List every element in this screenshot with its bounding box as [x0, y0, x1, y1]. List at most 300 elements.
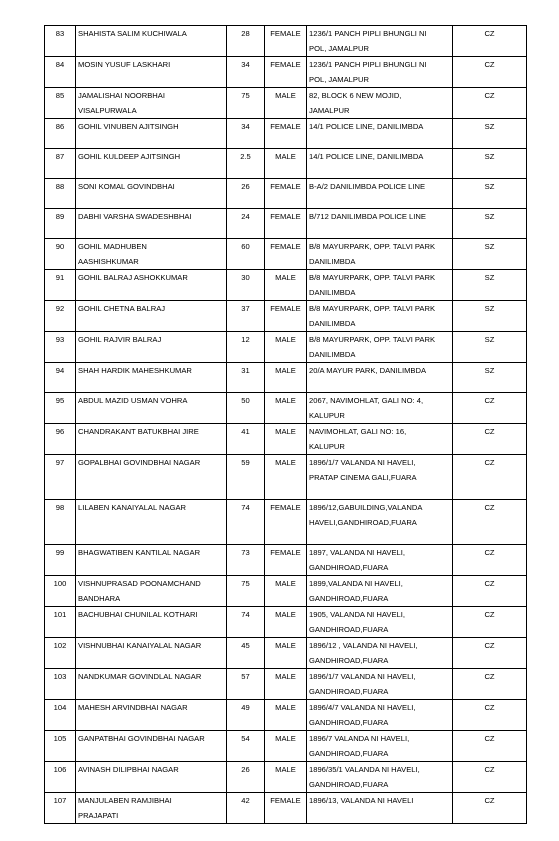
age-cell	[227, 270, 265, 301]
table-row	[45, 301, 527, 332]
gender-cell	[265, 793, 307, 824]
address-cell-line: 1896/12 , VALANDA NI HAVELI,	[309, 641, 418, 650]
name-cell	[76, 363, 227, 393]
zone-cell-text: SZ	[484, 152, 495, 161]
address-cell	[307, 731, 453, 762]
serial-number-cell	[45, 179, 76, 209]
address-cell-line: DANILIMBDA	[309, 288, 356, 297]
zone-cell-text: CZ	[484, 29, 495, 38]
gender-cell-text: FEMALE	[270, 548, 301, 557]
age-cell	[227, 301, 265, 332]
address-cell-line: 1896/7 VALANDA NI HAVELI,	[309, 734, 410, 743]
gender-cell	[265, 576, 307, 607]
table-row	[45, 119, 527, 149]
name-cell	[76, 731, 227, 762]
name-cell-line: AASHISHKUMAR	[78, 257, 139, 266]
address-cell-line: B/712 DANILIMBDA POLICE LINE	[309, 212, 426, 221]
name-cell	[76, 179, 227, 209]
serial-number-cell	[45, 57, 76, 88]
gender-cell-text: FEMALE	[270, 122, 301, 131]
table-row	[45, 607, 527, 638]
address-cell-line: 1896/1/7 VALANDA NI HAVELI,	[309, 672, 416, 681]
zone-cell-text: CZ	[484, 734, 495, 743]
serial-number-cell-text: 101	[53, 610, 67, 619]
address-cell-line: GANDHIROAD,FUARA	[309, 625, 389, 634]
gender-cell	[265, 762, 307, 793]
age-cell-text: 49	[241, 703, 250, 712]
address-cell-line: B/8 MAYURPARK, OPP. TALVI PARK	[309, 242, 436, 251]
gender-cell	[265, 270, 307, 301]
age-cell	[227, 149, 265, 179]
name-cell	[76, 270, 227, 301]
serial-number-cell	[45, 88, 76, 119]
address-cell	[307, 793, 453, 824]
age-cell-text: 24	[241, 212, 250, 221]
address-cell-line: DANILIMBDA	[309, 319, 356, 328]
name-cell-line: AVINASH DILIPBHAI NAGAR	[78, 765, 179, 774]
zone-cell	[453, 638, 527, 669]
address-cell	[307, 209, 453, 239]
gender-cell-text: MALE	[275, 366, 296, 375]
address-cell-line: 82, BLOCK 6 NEW MOJID,	[309, 91, 402, 100]
table-row	[45, 149, 527, 179]
table-row	[45, 26, 527, 57]
table-row	[45, 424, 527, 455]
name-cell	[76, 576, 227, 607]
address-cell-line: PRATAP CINEMA GALI,FUARA	[309, 473, 417, 482]
age-cell	[227, 393, 265, 424]
address-cell-line: 14/1 POLICE LINE, DANILIMBDA	[309, 122, 424, 131]
zone-cell-text: SZ	[484, 335, 495, 344]
zone-cell	[453, 731, 527, 762]
address-cell-line: GANDHIROAD,FUARA	[309, 563, 389, 572]
table-row	[45, 700, 527, 731]
gender-cell	[265, 332, 307, 363]
zone-cell	[453, 669, 527, 700]
name-cell	[76, 762, 227, 793]
name-cell	[76, 393, 227, 424]
gender-cell	[265, 545, 307, 576]
age-cell	[227, 26, 265, 57]
address-cell	[307, 545, 453, 576]
zone-cell-text: CZ	[484, 60, 495, 69]
age-cell	[227, 731, 265, 762]
gender-cell	[265, 500, 307, 545]
serial-number-cell-text: 98	[55, 503, 65, 512]
address-cell	[307, 762, 453, 793]
age-cell	[227, 545, 265, 576]
age-cell-text: 74	[241, 610, 250, 619]
gender-cell-text: MALE	[275, 765, 296, 774]
serial-number-cell-text: 100	[53, 579, 67, 588]
name-cell-line: MANJULABEN RAMJIBHAI	[78, 796, 172, 805]
address-cell-line: KALUPUR	[309, 442, 345, 451]
zone-cell	[453, 332, 527, 363]
address-cell-line: 20/A MAYUR PARK, DANILIMBDA	[309, 366, 427, 375]
gender-cell-text: MALE	[275, 458, 296, 467]
serial-number-cell	[45, 638, 76, 669]
gender-cell	[265, 669, 307, 700]
zone-cell	[453, 301, 527, 332]
address-cell	[307, 455, 453, 500]
name-cell	[76, 455, 227, 500]
address-cell-line: GANDHIROAD,FUARA	[309, 687, 389, 696]
table-row	[45, 455, 527, 500]
serial-number-cell-text: 107	[53, 796, 67, 805]
gender-cell	[265, 239, 307, 270]
table-row	[45, 332, 527, 363]
table-body	[45, 26, 527, 824]
address-cell	[307, 669, 453, 700]
gender-cell-text: FEMALE	[270, 29, 301, 38]
zone-cell	[453, 363, 527, 393]
zone-cell-text: CZ	[484, 579, 495, 588]
address-cell-line: 1905, VALANDA NI HAVELI,	[309, 610, 405, 619]
serial-number-cell-text: 92	[55, 304, 65, 313]
age-cell	[227, 669, 265, 700]
age-cell-text: 12	[241, 335, 250, 344]
age-cell-text: 34	[241, 122, 250, 131]
serial-number-cell-text: 88	[55, 182, 65, 191]
zone-cell-text: CZ	[484, 396, 495, 405]
address-cell-line: POL, JAMALPUR	[309, 44, 369, 53]
address-cell	[307, 26, 453, 57]
address-cell	[307, 393, 453, 424]
name-cell	[76, 301, 227, 332]
zone-cell	[453, 762, 527, 793]
gender-cell	[265, 638, 307, 669]
age-cell	[227, 119, 265, 149]
serial-number-cell	[45, 301, 76, 332]
gender-cell	[265, 26, 307, 57]
age-cell	[227, 700, 265, 731]
address-cell-line: 1896/12,GABUILDING,VALANDA	[309, 503, 423, 512]
table-row	[45, 793, 527, 824]
age-cell	[227, 455, 265, 500]
name-cell-line: GOHIL RAJVIR BALRAJ	[78, 335, 162, 344]
name-cell-line: GOHIL BALRAJ ASHOKKUMAR	[78, 273, 188, 282]
serial-number-cell-text: 95	[55, 396, 65, 405]
serial-number-cell	[45, 26, 76, 57]
age-cell-text: 37	[241, 304, 250, 313]
table-row	[45, 576, 527, 607]
age-cell-text: 31	[241, 366, 250, 375]
zone-cell-text: CZ	[484, 503, 495, 512]
address-cell-line: 1236/1 PANCH PIPLI BHUNGLI NI	[309, 60, 427, 69]
address-cell-line: GANDHIROAD,FUARA	[309, 718, 389, 727]
table-row	[45, 209, 527, 239]
serial-number-cell	[45, 149, 76, 179]
name-cell	[76, 239, 227, 270]
zone-cell-text: CZ	[484, 765, 495, 774]
name-cell-line: GANPATBHAI GOVINDBHAI NAGAR	[78, 734, 205, 743]
name-cell-line: BACHUBHAI CHUNILAL KOTHARI	[78, 610, 198, 619]
zone-cell	[453, 700, 527, 731]
gender-cell-text: MALE	[275, 91, 296, 100]
table-row	[45, 179, 527, 209]
age-cell-text: 28	[241, 29, 250, 38]
zone-cell-text: SZ	[484, 242, 495, 251]
age-cell-text: 50	[241, 396, 250, 405]
serial-number-cell-text: 94	[55, 366, 65, 375]
zone-cell	[453, 793, 527, 824]
gender-cell-text: MALE	[275, 672, 296, 681]
serial-number-cell-text: 106	[53, 765, 67, 774]
zone-cell	[453, 239, 527, 270]
address-cell	[307, 576, 453, 607]
name-cell-line: PRAJAPATI	[78, 811, 119, 820]
gender-cell	[265, 455, 307, 500]
gender-cell-text: MALE	[275, 641, 296, 650]
age-cell-text: 26	[241, 182, 250, 191]
table-row	[45, 500, 527, 545]
table-row	[45, 270, 527, 301]
serial-number-cell-text: 103	[53, 672, 67, 681]
age-cell-text: 2.5	[240, 152, 251, 161]
address-cell	[307, 88, 453, 119]
table-row	[45, 731, 527, 762]
serial-number-cell-text: 96	[55, 427, 65, 436]
serial-number-cell-text: 90	[55, 242, 65, 251]
address-cell	[307, 149, 453, 179]
address-cell-line: DANILIMBDA	[309, 350, 356, 359]
name-cell-line: SONI KOMAL GOVINDBHAI	[78, 182, 175, 191]
age-cell	[227, 88, 265, 119]
address-cell-line: NAVIMOHLAT, GALI NO: 16,	[309, 427, 407, 436]
zone-cell-text: SZ	[484, 304, 495, 313]
name-cell-line: SHAH HARDIK MAHESHKUMAR	[78, 366, 192, 375]
zone-cell	[453, 270, 527, 301]
zone-cell	[453, 149, 527, 179]
age-cell	[227, 57, 265, 88]
table-row	[45, 57, 527, 88]
address-cell	[307, 57, 453, 88]
name-cell	[76, 607, 227, 638]
address-cell-line: B/8 MAYURPARK, OPP. TALVI PARK	[309, 273, 436, 282]
age-cell	[227, 363, 265, 393]
name-cell-line: JAMALISHAI NOORBHAI	[78, 91, 165, 100]
name-cell	[76, 209, 227, 239]
zone-cell	[453, 500, 527, 545]
address-cell	[307, 607, 453, 638]
age-cell-text: 73	[241, 548, 250, 557]
address-cell	[307, 119, 453, 149]
name-cell-line: GOHIL CHETNA BALRAJ	[78, 304, 166, 313]
gender-cell	[265, 731, 307, 762]
serial-number-cell-text: 105	[53, 734, 67, 743]
zone-cell	[453, 26, 527, 57]
name-cell	[76, 424, 227, 455]
zone-cell-text: SZ	[484, 212, 495, 221]
address-cell-line: GANDHIROAD,FUARA	[309, 656, 389, 665]
age-cell-text: 57	[241, 672, 250, 681]
gender-cell	[265, 57, 307, 88]
gender-cell-text: FEMALE	[270, 503, 301, 512]
name-cell-line: BHAGWATIBEN KANTILAL NAGAR	[78, 548, 201, 557]
name-cell-line: VISALPURWALA	[78, 106, 137, 115]
name-cell	[76, 700, 227, 731]
name-cell-line: DABHI VARSHA SWADESHBHAI	[78, 212, 192, 221]
age-cell	[227, 607, 265, 638]
gender-cell	[265, 700, 307, 731]
address-cell-line: B/8 MAYURPARK, OPP. TALVI PARK	[309, 304, 436, 313]
address-cell-line: 1896/1/7 VALANDA NI HAVELI,	[309, 458, 416, 467]
name-cell	[76, 88, 227, 119]
age-cell-text: 75	[241, 579, 250, 588]
zone-cell-text: CZ	[484, 610, 495, 619]
address-cell	[307, 638, 453, 669]
serial-number-cell-text: 87	[55, 152, 65, 161]
address-cell	[307, 363, 453, 393]
gender-cell-text: FEMALE	[270, 60, 301, 69]
name-cell-line: VISHNUPRASAD POONAMCHAND	[78, 579, 201, 588]
address-cell-line: B-A/2 DANILIMBDA POLICE LINE	[309, 182, 426, 191]
age-cell-text: 41	[241, 427, 250, 436]
gender-cell-text: MALE	[275, 427, 296, 436]
address-cell-line: KALUPUR	[309, 411, 345, 420]
address-cell	[307, 332, 453, 363]
table-row	[45, 88, 527, 119]
age-cell	[227, 424, 265, 455]
serial-number-cell-text: 102	[53, 641, 67, 650]
serial-number-cell-text: 84	[55, 60, 65, 69]
name-cell	[76, 793, 227, 824]
zone-cell	[453, 179, 527, 209]
name-cell	[76, 149, 227, 179]
zone-cell	[453, 607, 527, 638]
zone-cell	[453, 57, 527, 88]
address-cell	[307, 179, 453, 209]
gender-cell	[265, 119, 307, 149]
name-cell-line: GOHIL KULDEEP AJITSINGH	[78, 152, 181, 161]
address-cell-line: GANDHIROAD,FUARA	[309, 594, 389, 603]
age-cell	[227, 179, 265, 209]
gender-cell-text: FEMALE	[270, 182, 301, 191]
zone-cell-text: CZ	[484, 91, 495, 100]
serial-number-cell-text: 89	[55, 212, 65, 221]
address-cell	[307, 270, 453, 301]
serial-number-cell-text: 86	[55, 122, 65, 131]
address-cell-line: 1236/1 PANCH PIPLI BHUNGLI NI	[309, 29, 427, 38]
serial-number-cell	[45, 455, 76, 500]
serial-number-cell-text: 85	[55, 91, 65, 100]
name-cell-line: GOHIL MADHUBEN	[78, 242, 147, 251]
gender-cell-text: MALE	[275, 152, 296, 161]
age-cell	[227, 762, 265, 793]
name-cell-line: GOPALBHAI GOVINDBHAI NAGAR	[78, 458, 201, 467]
serial-number-cell	[45, 762, 76, 793]
zone-cell-text: SZ	[484, 273, 495, 282]
address-cell-line: 1897, VALANDA NI HAVELI,	[309, 548, 405, 557]
address-cell-line: 1899,VALANDA NI HAVELI,	[309, 579, 403, 588]
table-row	[45, 393, 527, 424]
serial-number-cell	[45, 669, 76, 700]
age-cell-text: 45	[241, 641, 250, 650]
name-cell	[76, 545, 227, 576]
zone-cell	[453, 209, 527, 239]
address-cell-line: GANDHIROAD,FUARA	[309, 749, 389, 758]
address-cell-line: HAVELI,GANDHIROAD,FUARA	[309, 518, 417, 527]
serial-number-cell	[45, 607, 76, 638]
serial-number-cell	[45, 270, 76, 301]
name-cell	[76, 500, 227, 545]
zone-cell-text: CZ	[484, 548, 495, 557]
name-cell	[76, 57, 227, 88]
serial-number-cell-text: 91	[55, 273, 65, 282]
gender-cell	[265, 301, 307, 332]
age-cell	[227, 638, 265, 669]
zone-cell-text: CZ	[484, 641, 495, 650]
gender-cell-text: MALE	[275, 335, 296, 344]
name-cell-line: CHANDRAKANT BATUKBHAI JIRE	[78, 427, 199, 436]
gender-cell	[265, 179, 307, 209]
serial-number-cell	[45, 500, 76, 545]
serial-number-cell	[45, 731, 76, 762]
address-cell-line: 14/1 POLICE LINE, DANILIMBDA	[309, 152, 424, 161]
name-cell-line: VISHNUBHAI KANAIYALAL NAGAR	[78, 641, 202, 650]
address-cell-line: 1896/13, VALANDA NI HAVELI	[309, 796, 414, 805]
address-cell-line: DANILIMBDA	[309, 257, 356, 266]
zone-cell	[453, 455, 527, 500]
serial-number-cell-text: 97	[55, 458, 65, 467]
table-row	[45, 545, 527, 576]
zone-cell	[453, 545, 527, 576]
name-cell-line: SHAHISTA SALIM KUCHIWALA	[78, 29, 187, 38]
name-cell-line: MAHESH ARVINDBHAI NAGAR	[78, 703, 188, 712]
table-row	[45, 638, 527, 669]
gender-cell-text: MALE	[275, 703, 296, 712]
zone-cell	[453, 576, 527, 607]
name-cell-line: LILABEN KANAIYALAL NAGAR	[78, 503, 187, 512]
gender-cell-text: MALE	[275, 396, 296, 405]
name-cell-line: MOSIN YUSUF LASKHARI	[78, 60, 171, 69]
address-cell	[307, 500, 453, 545]
address-cell-line: POL, JAMALPUR	[309, 75, 369, 84]
age-cell-text: 59	[241, 458, 250, 467]
address-cell	[307, 239, 453, 270]
address-cell-line: B/8 MAYURPARK, OPP. TALVI PARK	[309, 335, 436, 344]
gender-cell	[265, 363, 307, 393]
age-cell-text: 34	[241, 60, 250, 69]
name-cell-line: ABDUL MAZID USMAN VOHRA	[78, 396, 188, 405]
age-cell	[227, 239, 265, 270]
gender-cell	[265, 393, 307, 424]
serial-number-cell	[45, 545, 76, 576]
gender-cell-text: FEMALE	[270, 212, 301, 221]
serial-number-cell	[45, 424, 76, 455]
address-cell	[307, 424, 453, 455]
gender-cell	[265, 209, 307, 239]
gender-cell-text: MALE	[275, 579, 296, 588]
gender-cell	[265, 607, 307, 638]
name-cell	[76, 669, 227, 700]
address-cell-line: GANDHIROAD,FUARA	[309, 780, 389, 789]
age-cell	[227, 793, 265, 824]
age-cell	[227, 209, 265, 239]
zone-cell-text: CZ	[484, 796, 495, 805]
name-cell	[76, 332, 227, 363]
address-cell	[307, 700, 453, 731]
serial-number-cell-text: 83	[55, 29, 65, 38]
zone-cell	[453, 424, 527, 455]
serial-number-cell-text: 104	[53, 703, 67, 712]
age-cell	[227, 332, 265, 363]
serial-number-cell-text: 93	[55, 335, 65, 344]
serial-number-cell	[45, 793, 76, 824]
patient-table	[44, 25, 527, 824]
table-row	[45, 363, 527, 393]
name-cell-line: GOHIL VINUBEN AJITSINGH	[78, 122, 179, 131]
